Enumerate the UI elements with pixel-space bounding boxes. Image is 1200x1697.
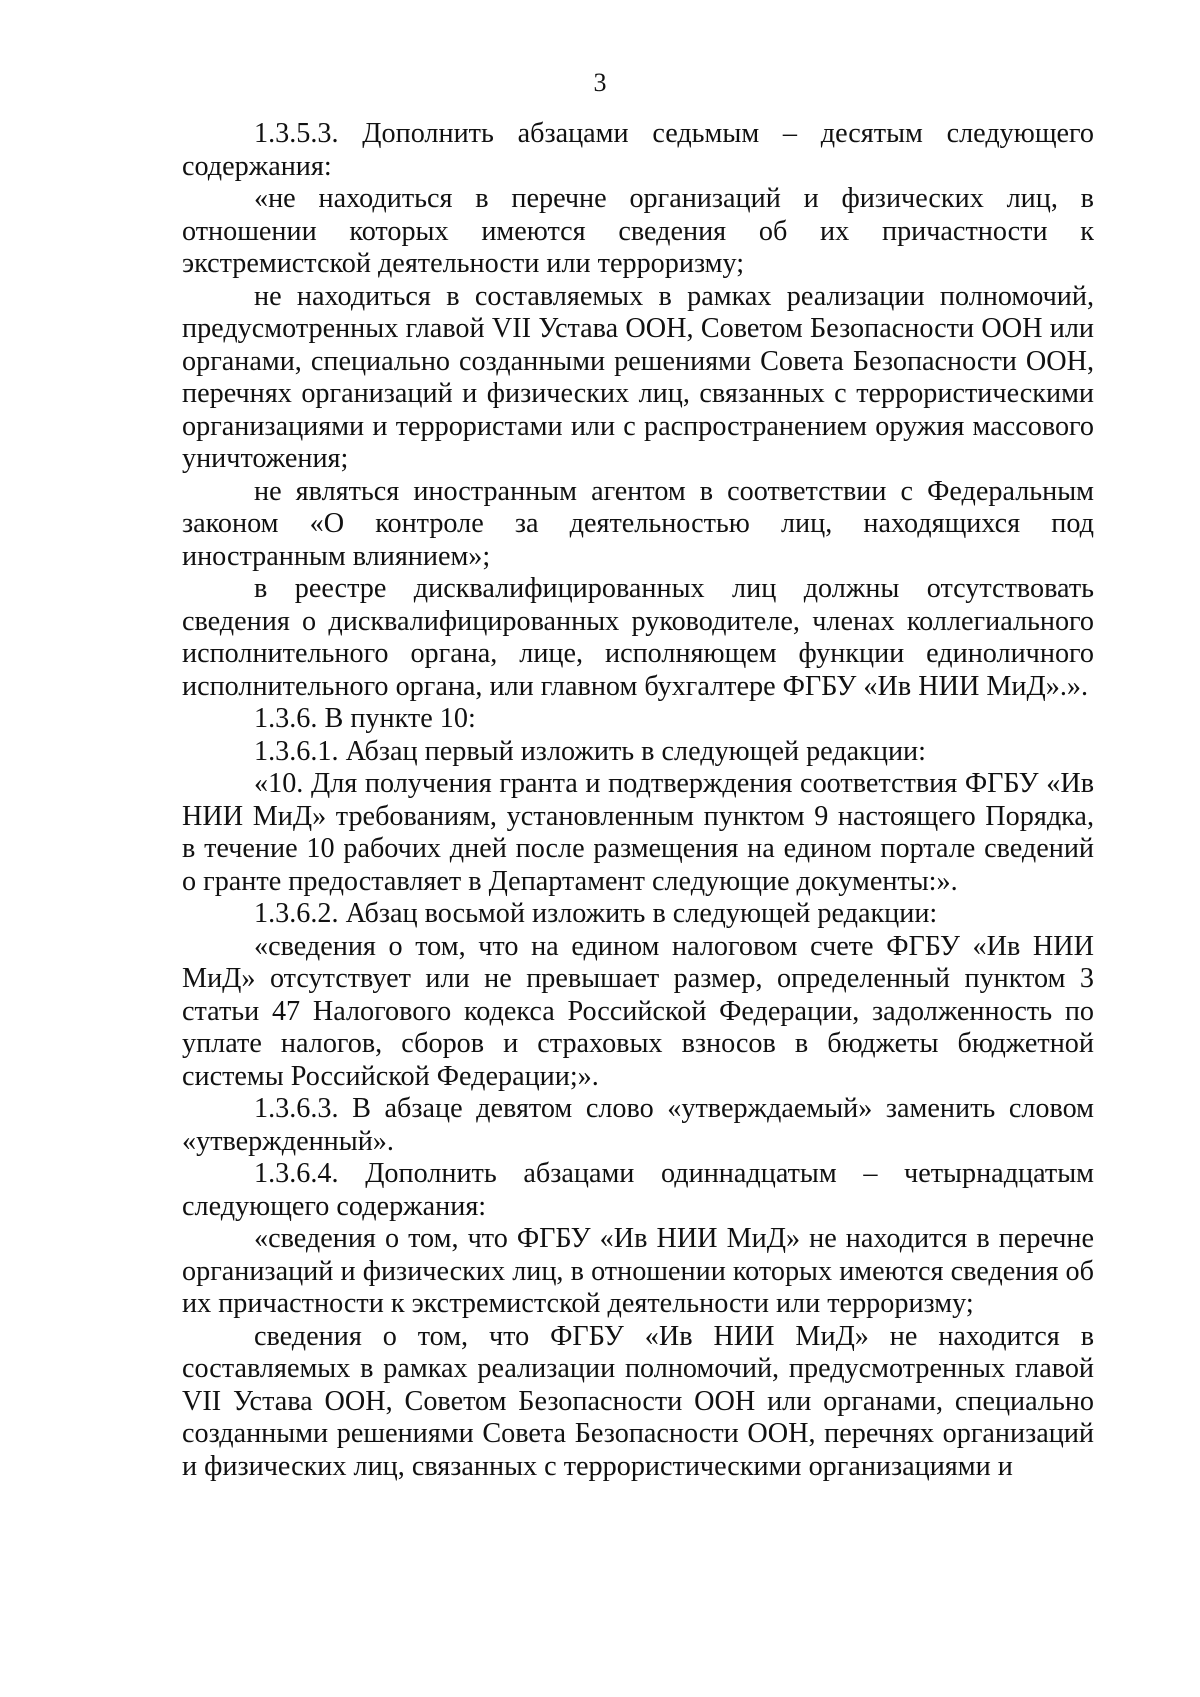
paragraph-1-3-6-4: 1.3.6.4. Дополнить абзацами одиннадцатым – четырнадцатым следующего содержания:	[182, 1158, 1094, 1222]
paragraph-disqualified-registry: в реестре дисквалифицированных лиц должны отсутствовать сведения о дисквалифицированных руководителе, членах коллегиального исполнительного органа, лице, исполняющем функции единоличного исполнительного органа, или главном бухгалтере ФГБУ «Ив НИИ МиД».».	[182, 573, 1094, 702]
paragraph-1-3-6-1: 1.3.6.1. Абзац первый изложить в следующей редакции:	[254, 735, 926, 767]
paragraph-1-3-6-2: 1.3.6.2. Абзац восьмой изложить в следующей редакции:	[254, 898, 938, 929]
paragraph-1-3-6-3: 1.3.6.3. В абзаце девятом слово «утверждаемый» заменить словом «утвержденный».	[182, 1093, 1094, 1157]
paragraph-quote-extremism-list: «не находиться в перечне организаций и физических лиц, в отношении которых имеются сведения об их причастности к экстремистской деятельности или терроризму;	[182, 183, 1094, 279]
document-body	[182, 118, 1094, 1483]
paragraph-info-extremism-list: «сведения о том, что ФГБУ «Ив НИИ МиД» не находится в перечне организаций и физических лиц, в отношении которых имеются сведения об их причастности к экстремистской деятельности или терроризму;	[182, 1223, 1094, 1319]
paragraph-item-10: «10. Для получения гранта и подтверждения соответствия ФГБУ «Ив НИИ МиД» требованиям, установленным пунктом 9 настоящего Порядка, в течение 10 рабочих дней после размещения на едином портале сведений о гранте предоставляет в Департамент следующие документы:».	[182, 768, 1094, 897]
paragraph-1-3-6: 1.3.6. В пункте 10:	[254, 703, 476, 734]
paragraph-1-3-5-3: 1.3.5.3. Дополнить абзацами седьмым – десятым следующего содержания:	[182, 118, 1094, 182]
paragraph-foreign-agent: не являться иностранным агентом в соответствии с Федеральным законом «О контроле за деятельностью лиц, находящихся под иностранным влиянием»;	[182, 475, 1094, 572]
paragraph-tax-account: «сведения о том, что на едином налоговом счете ФГБУ «Ив НИИ МиД» отсутствует или не превышает размер, определенный пунктом 3 статьи 47 Налогового кодекса Российской Федерации, задолженность по уплате налогов, сборов и страховых взносов в бюджеты бюджетной системы Российской Федерации;».	[182, 930, 1094, 1092]
paragraph-un-sanctions-list: не находиться в составляемых в рамках реализации полномочий, предусмотренных главой VII Устава ООН, Советом Безопасности ООН или органами, специально созданными решениями Совета Безопасности ООН, перечнях организаций и физических лиц, связанных с террористическими организациями и террористами или с распространением оружия массового уничтожения;	[182, 280, 1094, 474]
paragraph-info-un-sanctions-list: сведения о том, что ФГБУ «Ив НИИ МиД» не находится в составляемых в рамках реализации полномочий, предусмотренных главой VII Устава ООН, Советом Безопасности ООН или органами, специально созданными решениями Совета Безопасности ООН, перечнях организаций и физических лиц, связанных с террористическими организациями и	[182, 1320, 1094, 1482]
page-number: 3	[593, 68, 607, 97]
